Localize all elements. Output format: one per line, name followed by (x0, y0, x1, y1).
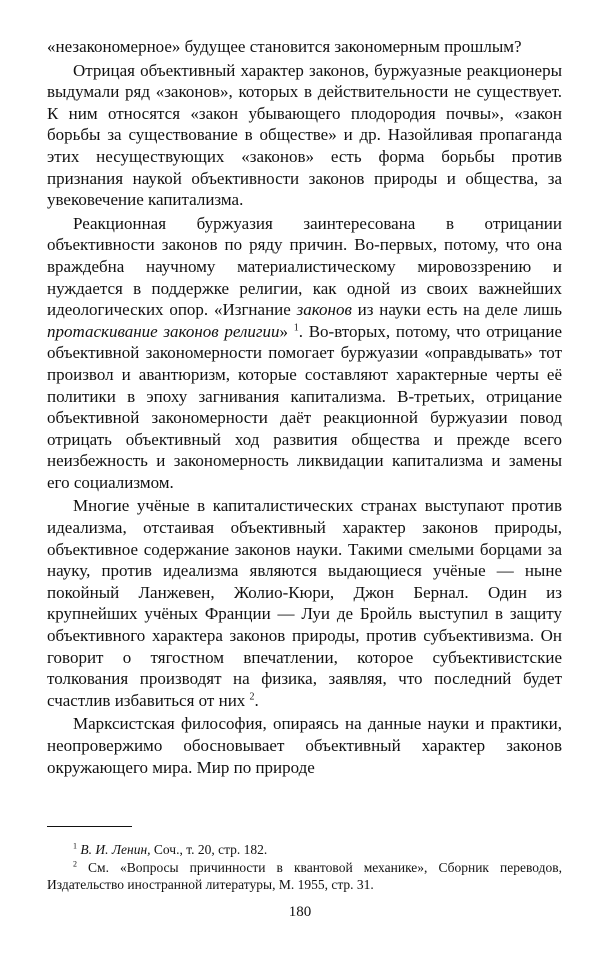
footnote-1 (47, 841, 562, 859)
footnote-2 (47, 859, 562, 894)
footnote-marker: 1 (73, 841, 77, 851)
emphasis-text: законов (296, 300, 352, 320)
body-text (47, 36, 562, 778)
text-run: Соч., т. 20, стр. 182. (150, 842, 268, 857)
text-run: «незакономерное» будущее становится закономерным прошлым? (47, 37, 522, 56)
paragraph-2 (47, 60, 562, 211)
footnote-marker: 2 (73, 859, 77, 868)
footnotes (47, 841, 562, 894)
text-run: Многие учёные в капиталистических странах выступают против идеализма, отстаивая объективный характер законов природы, объективное содержание законов науки. Такими смелыми борцами за науку, против идеализма являются выдающиеся учёные — ныне покойный Ланжевен, Жолио-Кюри, Джон Бернал. Один из крупнейших учёных Франции — Луи де Бройль выступил в защиту объективного характера законов природы, против субъективизма. Он говорит о тягостном впечатлении, которое субъективистские толкования производят на физика, заявляя, что последний будет счастлив избавиться от них (47, 496, 562, 710)
paragraph-1 (47, 36, 562, 58)
text-run: . Во-вторых, потому, что отрицание объективной закономерности помогает буржуазии «оправдывать» тот произвол и авантюризм, которые составляют характерные черты её политики в эпоху загнивания капитализма. В-третьих, отрицание объективной закономерности даёт реакционной буржуазии повод отрицать объективный ход развития общества и прежде всего неизбежность и закономерность ликвидации капитализма и замены его социализмом. (47, 321, 562, 492)
text-run: Марксистская философия, опираясь на данные науки и практики, неопровержимо обосновывает объективный характер законов окружающего мира. Мир по природе (47, 714, 562, 777)
paragraph-3 (47, 213, 562, 494)
emphasis-text: В. И. Ленин, (80, 842, 151, 857)
paragraph-4 (47, 495, 562, 711)
text-run: из науки есть на деле лишь (351, 300, 562, 320)
text-run: Реакционная буржуазия заинтересована в отрицании объективности законов по ряду причин. Во-первых, потому, что она враждебна научному материалистическому мировоззрению и нуждается в поддержке религии, как одной из своих важнейших идеологических опор. «Изгнание (47, 213, 562, 320)
emphasis-text: протаскивание законов религии (47, 321, 280, 341)
footnote-rule (47, 826, 132, 827)
paragraph-5 (47, 713, 562, 778)
footnote-marker: 2 (249, 691, 255, 703)
footnote-marker: 1 (293, 322, 299, 334)
text-run: См. «Вопросы причинности в квантовой механике», Сборник переводов, Издательство иностранной литературы, М. 1955, стр. 31. (47, 859, 562, 892)
text-run: . (254, 690, 259, 710)
text-run: » (279, 321, 294, 341)
page-number: 180 (288, 904, 312, 920)
text-run: Отрицая объективный характер законов, буржуазные реакционеры выдумали ряд «законов», которых в действительности не существует. К ним относятся «закон убывающего плодородия почвы», «закон борьбы за существование в обществе» и др. Назойливая пропаганда этих несуществующих «законов» есть форма борьбы против признания наукой объективности законов природы и общества, за увековечение капитализма. (47, 60, 562, 210)
